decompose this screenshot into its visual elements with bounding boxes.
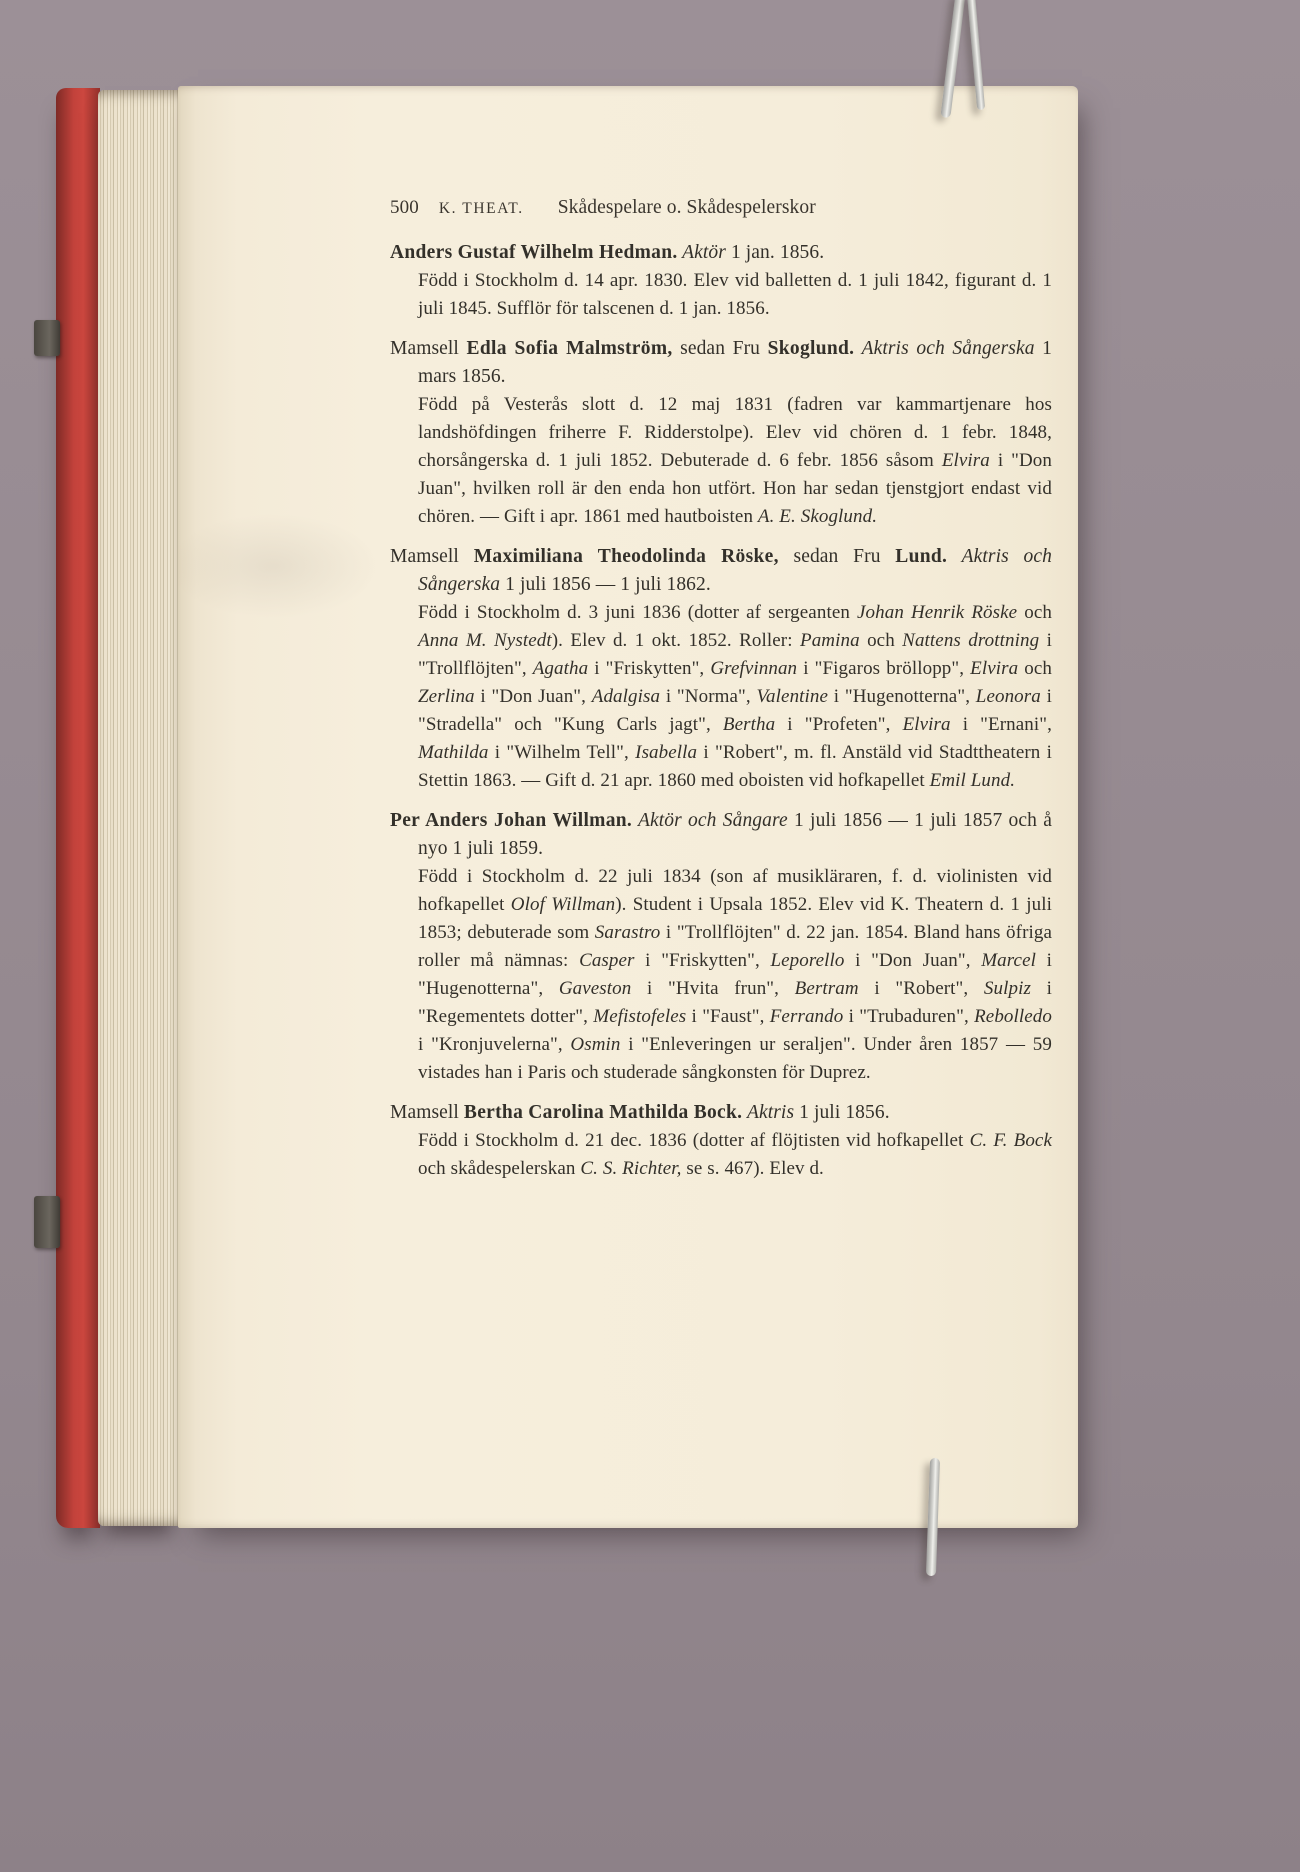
text-segment: i "Norma", [660, 686, 757, 707]
entry-heading [390, 543, 1052, 599]
text-segment: Mamsell [390, 1102, 464, 1123]
text-segment: Sulpiz [983, 978, 1031, 999]
entry-body [418, 1127, 1052, 1183]
text-segment: Leonora [975, 686, 1041, 707]
text-segment: i "Don Juan", [474, 686, 592, 707]
page-marker-clip-top [34, 320, 60, 356]
entry [390, 1099, 1052, 1183]
text-segment: Olof Willman [510, 894, 616, 915]
text-segment: Född i Stockholm d. 22 juli 1834 (son af musikläraren, f. d. violinisten vid hofkapellet [418, 866, 1052, 915]
text-segment: i "Wilhelm Tell", [488, 742, 636, 763]
text-segment: i "Trollflöjten" d. 22 jan. 1854. Bland hans öfriga roller må nämnas: [418, 922, 1053, 971]
text-segment: Anders Gustaf Wilhelm Hedman. [390, 242, 678, 263]
text-segment: Född i Stockholm d. 3 juni 1836 (dotter af sergeanten [418, 602, 857, 623]
text-segment: Mathilda [418, 742, 489, 763]
text-segment: Maximiliana Theodolinda Röske, [473, 546, 779, 567]
text-segment: i "Enleveringen ur seraljen". Under åren 1857 — 59 vistades han i Paris och studerade sångkonsten för Duprez. [418, 1034, 1052, 1083]
text-segment: C. S. Richter, [580, 1158, 682, 1179]
text-segment: i "Stradella" och "Kung Carls jagt", [418, 686, 1052, 735]
text-segment: 1 juli 1856. [794, 1102, 890, 1123]
text-segment: och [1018, 658, 1052, 679]
text-segment: Zerlina [418, 686, 475, 707]
text-segment: Anna M. Nystedt [418, 630, 552, 651]
text-segment: 1 juli 1856 — 1 juli 1862. [500, 574, 711, 595]
entry-body [418, 599, 1052, 795]
header-section-abbrev: K. THEAT. [438, 200, 524, 217]
text-segment: Mamsell [390, 338, 467, 359]
text-segment: Aktris och Sångerska [854, 338, 1035, 359]
text-segment: Bertram [794, 978, 859, 999]
text-segment: sedan Fru [672, 338, 768, 359]
text-segment: i "Don Juan", [844, 950, 982, 971]
entry-body [418, 391, 1052, 531]
page-number: 500 [390, 197, 419, 218]
text-segment: 1 juli 1856 — 1 juli 1857 och å nyo 1 juli 1859. [418, 810, 1052, 859]
text-segment: Emil Lund. [929, 770, 1016, 791]
text-segment: i "Hugenotterna", [418, 950, 1052, 999]
entry-heading [390, 807, 1052, 863]
entry [390, 543, 1052, 795]
text-segment: Aktör [677, 242, 726, 263]
text-segment: Aktris [742, 1102, 795, 1123]
page-marker-clip-bottom [34, 1196, 60, 1248]
text-segment: och [1017, 602, 1052, 623]
entry [390, 807, 1052, 1087]
text-segment: Casper [579, 950, 635, 971]
text-segment: i "Kronjuvelerna", [418, 1034, 571, 1055]
text-segment: i "Robert", [858, 978, 984, 999]
text-segment: i "Faust", [686, 1006, 770, 1027]
entries [390, 239, 1052, 1183]
entry [390, 335, 1052, 531]
text-segment: Per Anders Johan Willman. [390, 810, 633, 831]
text-segment: Agatha [532, 658, 589, 679]
text-segment: Sarastro [594, 922, 661, 943]
text-segment: Osmin [570, 1034, 621, 1055]
text-segment: Skoglund. [767, 338, 855, 359]
text-segment: C. F. Bock [969, 1130, 1053, 1151]
text-segment: Aktris och Sångerska [418, 546, 1053, 595]
text-segment: Pamina [799, 630, 860, 651]
text-segment: Elvira [970, 658, 1019, 679]
entry-heading [390, 1099, 1052, 1127]
text-segment: i "Profeten", [775, 714, 903, 735]
text-segment: Bertha [722, 714, 776, 735]
text-segment: Adalgisa [591, 686, 661, 707]
book-cover-red-edge [56, 88, 100, 1528]
text-segment: se s. 467). Elev d. [681, 1158, 824, 1179]
text-segment: Bertha Carolina Mathilda Bock. [463, 1102, 743, 1123]
book-page [178, 86, 1078, 1528]
text-segment: i "Trollflöjten", [418, 630, 1052, 679]
text-segment: i "Trubaduren", [843, 1006, 975, 1027]
page-stack-edges [98, 90, 178, 1526]
text-segment: Johan Henrik Röske [857, 602, 1018, 623]
text-segment: i "Regementets dotter", [418, 978, 1052, 1027]
text-segment: Isabella [635, 742, 698, 763]
text-segment: i "Friskytten", [634, 950, 771, 971]
text-segment: och [859, 630, 903, 651]
text-segment: Aktör och Sångare [632, 810, 788, 831]
entry-heading [390, 335, 1052, 391]
header-title: Skådespelare o. Skådespelerskor [557, 197, 816, 218]
text-segment: Marcel [981, 950, 1036, 971]
entry [390, 239, 1052, 323]
text-segment: 1 jan. 1856. [725, 242, 825, 263]
text-segment: Leporello [770, 950, 845, 971]
text-segment: Född i Stockholm d. 21 dec. 1836 (dotter af flöjtisten vid hofkapellet [418, 1130, 970, 1151]
text-segment: Ferrando [769, 1006, 844, 1027]
text-segment: Valentine [756, 686, 829, 707]
page-header [390, 194, 1052, 223]
text-segment: Rebolledo [974, 1006, 1053, 1027]
text-segment: och skådespelerskan [418, 1158, 581, 1179]
text-segment: i "Hugenotterna", [828, 686, 976, 707]
text-segment: i "Don Juan", hvilken roll är den enda hon utfört. Hon har sedan tjenstgjort endast vid chören. — Gift i apr. 1861 med hautboisten [418, 450, 1052, 527]
text-segment: 1 mars 1856. [418, 338, 1053, 387]
text-segment: Mefistofeles [593, 1006, 687, 1027]
entry-body [418, 863, 1052, 1087]
text-segment: i "Figaros bröllopp", [797, 658, 971, 679]
text-segment: Född på Vesterås slott d. 12 maj 1831 (fadren var kammartjenare hos landshöfdingen friherre F. Ridderstolpe). Elev vid chören d. 1 febr. 1848, chorsångerska d. 1 juli 1852. Debuterade d. 6 febr. 1856 såsom [418, 394, 1052, 471]
text-segment: Nattens drottning [902, 630, 1040, 651]
text-segment: i "Ernani", [950, 714, 1052, 735]
text-segment: Grefvinnan [710, 658, 798, 679]
text-segment: Gaveston [558, 978, 632, 999]
text-segment: A. E. Skoglund. [757, 506, 878, 527]
entry-body [418, 267, 1052, 323]
text-segment: Lund. [895, 546, 948, 567]
text-segment: i "Friskytten", [588, 658, 711, 679]
text-segment: Elvira [902, 714, 951, 735]
text-segment: sedan Fru [778, 546, 896, 567]
text-segment: ). Student i Upsala 1852. Elev vid K. Theatern d. 1 juli 1853; debuterade som [418, 894, 1052, 943]
text-segment: Mamsell [390, 546, 474, 567]
text-segment: ). Elev d. 1 okt. 1852. Roller: [551, 630, 800, 651]
page-text [390, 194, 1052, 1183]
text-segment: Edla Sofia Malmström, [466, 338, 673, 359]
text-segment: i "Hvita frun", [631, 978, 795, 999]
text-segment: Elvira [941, 450, 990, 471]
text-segment: i "Robert", m. fl. Anstäld vid Stadttheatern i Stettin 1863. — Gift d. 21 apr. 1860 med oboisten vid hofkapellet [418, 742, 1052, 791]
text-segment: Född i Stockholm d. 14 apr. 1830. Elev vid balletten d. 1 juli 1842, figurant d. 1 juli 1845. Sufflör för talscenen d. 1 jan. 1856. [418, 270, 1052, 319]
entry-heading [390, 239, 1052, 267]
